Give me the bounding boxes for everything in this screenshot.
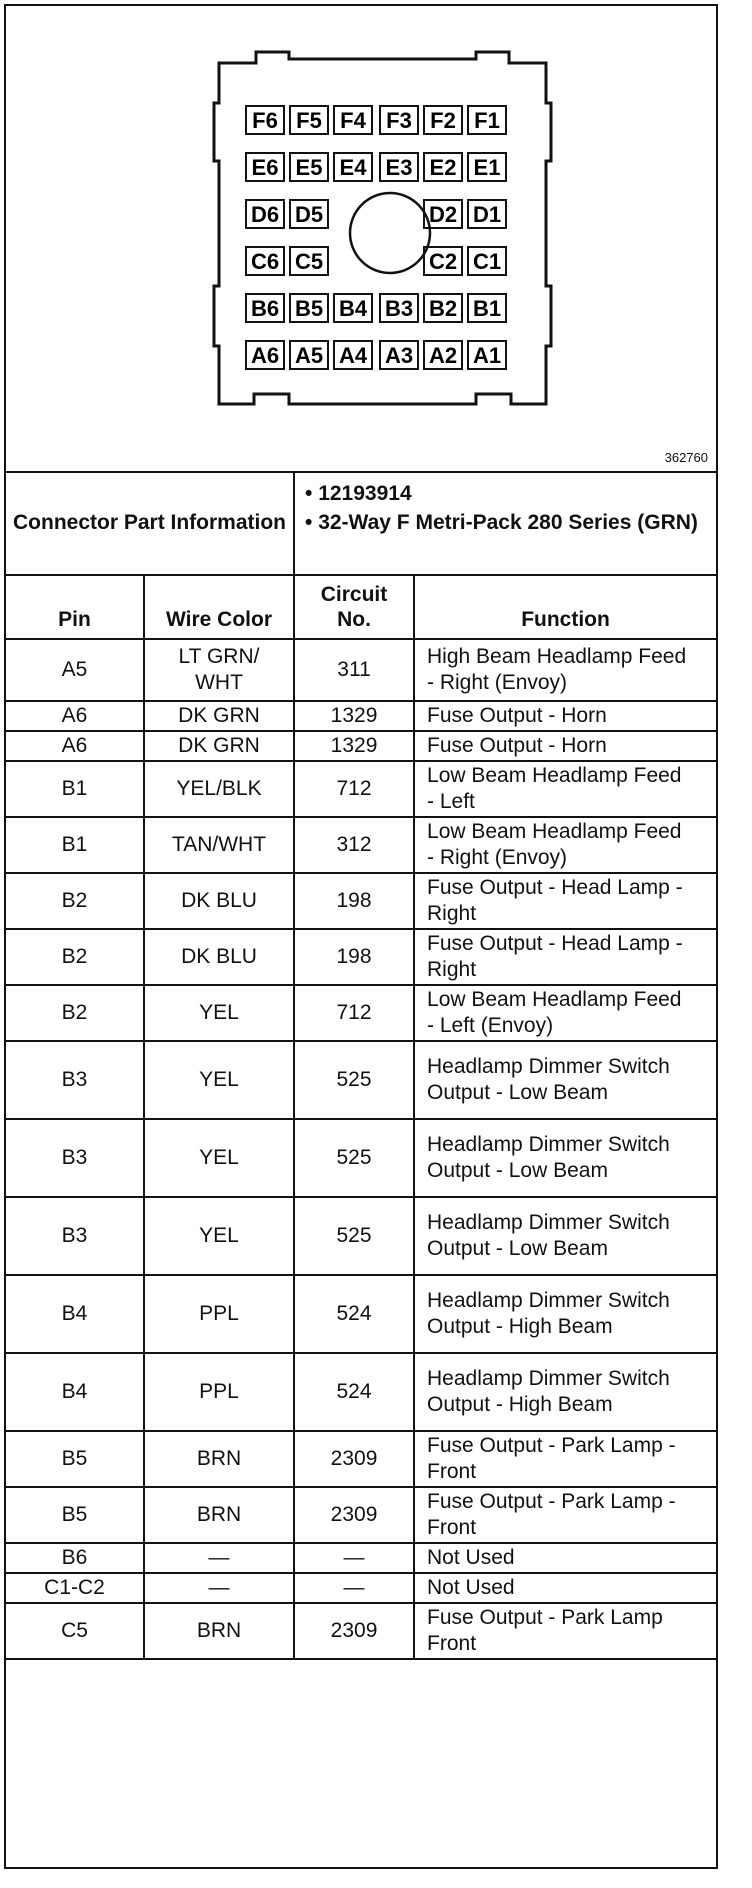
pin-label-b3: B3	[384, 296, 414, 321]
header-wire-color: Wire Color	[144, 575, 294, 639]
function-cell: Headlamp Dimmer Switch Output - High Beam	[414, 1353, 716, 1431]
pin-label-a6: A6	[250, 343, 280, 368]
pin-cell: B3	[6, 1119, 144, 1197]
pin-label-f3: F3	[386, 108, 412, 133]
function-cell: Low Beam Headlamp Feed - Right (Envoy)	[414, 817, 716, 873]
wire-color-cell: DK GRN	[144, 731, 294, 761]
connector-center-hole	[350, 193, 430, 273]
pin-label-b1: B1	[472, 296, 502, 321]
function-cell: High Beam Headlamp Feed - Right (Envoy)	[414, 639, 716, 701]
pin-label-a5: A5	[294, 343, 324, 368]
wire-color-cell: DK BLU	[144, 873, 294, 929]
connector-description: 32-Way F Metri-Pack 280 Series (GRN)	[318, 511, 698, 534]
connector-info-values	[294, 471, 716, 575]
part-number-item: • 12193914	[305, 482, 412, 505]
wire-color-cell: BRN	[144, 1603, 294, 1659]
wire-color-cell: PPL	[144, 1275, 294, 1353]
header-circuit-no	[294, 575, 414, 639]
function-cell: Fuse Output - Horn	[414, 731, 716, 761]
wire-color-cell: —	[144, 1573, 294, 1603]
table-row	[6, 639, 716, 701]
wire-color-cell: BRN	[144, 1431, 294, 1487]
pin-cell: B4	[6, 1353, 144, 1431]
table-row	[6, 1603, 716, 1659]
pin-label-c6: C6	[250, 249, 280, 274]
pin-label-e5: E5	[295, 155, 323, 180]
figure-id: 362760	[664, 450, 708, 465]
circuit-cell: 524	[294, 1353, 414, 1431]
table-row	[6, 1041, 716, 1119]
connector-face-diagram	[6, 6, 716, 473]
pin-cell: B3	[6, 1041, 144, 1119]
pin-label-d2: D2	[428, 202, 458, 227]
pin-cell: A6	[6, 701, 144, 731]
function-cell: Fuse Output - Park Lamp Front	[414, 1603, 716, 1659]
wire-color-cell: YEL	[144, 1197, 294, 1275]
circuit-cell: 198	[294, 873, 414, 929]
circuit-cell: 525	[294, 1197, 414, 1275]
pin-label-f5: F5	[296, 108, 322, 133]
header-circuit-label: Circuit No.	[320, 583, 388, 631]
pin-cell: B2	[6, 985, 144, 1041]
function-cell: Fuse Output - Park Lamp - Front	[414, 1487, 716, 1543]
function-cell: Fuse Output - Park Lamp - Front	[414, 1431, 716, 1487]
circuit-cell: 311	[294, 639, 414, 701]
pin-label-d1: D1	[472, 202, 502, 227]
pin-cell: B5	[6, 1487, 144, 1543]
pin-cell: B5	[6, 1431, 144, 1487]
wire-color-cell: PPL	[144, 1353, 294, 1431]
connector-info-row	[6, 471, 716, 575]
pin-label-a4: A4	[338, 343, 368, 368]
wire-color-cell: TAN/WHT	[144, 817, 294, 873]
connector-outline-svg	[6, 6, 716, 471]
circuit-cell: 525	[294, 1041, 414, 1119]
circuit-cell: 2309	[294, 1603, 414, 1659]
pin-label-f1: F1	[474, 108, 500, 133]
header-row	[6, 575, 716, 639]
wire-color-cell: YEL	[144, 1041, 294, 1119]
pin-label-b4: B4	[338, 296, 368, 321]
pin-label-d5: D5	[294, 202, 324, 227]
table-row	[6, 1275, 716, 1353]
pin-label-e1: E1	[473, 155, 501, 180]
pin-label-e3: E3	[385, 155, 413, 180]
circuit-cell: 712	[294, 761, 414, 817]
table-row	[6, 1431, 716, 1487]
function-cell: Fuse Output - Horn	[414, 701, 716, 731]
circuit-cell: 524	[294, 1275, 414, 1353]
pin-cell: B3	[6, 1197, 144, 1275]
pin-cell: B1	[6, 761, 144, 817]
wire-color-cell: BRN	[144, 1487, 294, 1543]
circuit-cell: 2309	[294, 1431, 414, 1487]
pin-cell: B6	[6, 1543, 144, 1573]
circuit-cell: —	[294, 1543, 414, 1573]
pin-label-e2: E2	[429, 155, 457, 180]
circuit-cell: 312	[294, 817, 414, 873]
pin-grid	[246, 106, 506, 369]
header-pin: Pin	[6, 575, 144, 639]
function-cell: Fuse Output - Head Lamp - Right	[414, 873, 716, 929]
header-function: Function	[414, 575, 716, 639]
circuit-cell: 525	[294, 1119, 414, 1197]
pin-cell: B1	[6, 817, 144, 873]
pin-label-a2: A2	[428, 343, 458, 368]
table-row	[6, 1353, 716, 1431]
pin-label-b2: B2	[428, 296, 458, 321]
pin-cell: C5	[6, 1603, 144, 1659]
table-row	[6, 985, 716, 1041]
pin-label-f4: F4	[340, 108, 366, 133]
wire-color-cell: LT GRN/ WHT	[144, 639, 294, 701]
table-row	[6, 1119, 716, 1197]
pinout-table	[6, 471, 716, 1660]
function-cell: Not Used	[414, 1543, 716, 1573]
pin-label-c5: C5	[294, 249, 324, 274]
circuit-cell: —	[294, 1573, 414, 1603]
function-cell: Low Beam Headlamp Feed - Left (Envoy)	[414, 985, 716, 1041]
wire-color-cell: —	[144, 1543, 294, 1573]
pin-cell: C1-C2	[6, 1573, 144, 1603]
function-cell: Headlamp Dimmer Switch Output - Low Beam	[414, 1197, 716, 1275]
pin-cell: B4	[6, 1275, 144, 1353]
table-row	[6, 1573, 716, 1603]
pin-label-a1: A1	[472, 343, 502, 368]
circuit-cell: 2309	[294, 1487, 414, 1543]
table-row	[6, 1197, 716, 1275]
wire-color-cell: YEL	[144, 985, 294, 1041]
pin-label-e4: E4	[339, 155, 367, 180]
pin-label-c2: C2	[428, 249, 458, 274]
circuit-cell: 712	[294, 985, 414, 1041]
table-row	[6, 701, 716, 731]
wire-color-cell: YEL/BLK	[144, 761, 294, 817]
circuit-cell: 1329	[294, 701, 414, 731]
table-row	[6, 761, 716, 817]
pin-label-f6: F6	[252, 108, 278, 133]
wire-color-cell: YEL	[144, 1119, 294, 1197]
circuit-cell: 198	[294, 929, 414, 985]
connector-sheet	[4, 4, 718, 1869]
pin-cell: B2	[6, 929, 144, 985]
connector-info-label: Connector Part Information	[6, 471, 294, 575]
table-row	[6, 731, 716, 761]
pin-label-d6: D6	[250, 202, 280, 227]
part-number: 12193914	[318, 482, 412, 505]
table-row	[6, 929, 716, 985]
pin-label-f2: F2	[430, 108, 456, 133]
function-cell: Not Used	[414, 1573, 716, 1603]
pin-label-a3: A3	[384, 343, 414, 368]
pin-label-b6: B6	[250, 296, 280, 321]
circuit-cell: 1329	[294, 731, 414, 761]
wire-color-cell: DK BLU	[144, 929, 294, 985]
pin-label-c1: C1	[472, 249, 502, 274]
pin-label-b5: B5	[294, 296, 324, 321]
table-row	[6, 1543, 716, 1573]
function-cell: Headlamp Dimmer Switch Output - Low Beam	[414, 1041, 716, 1119]
pin-cell: B2	[6, 873, 144, 929]
table-row	[6, 873, 716, 929]
function-cell: Headlamp Dimmer Switch Output - High Beam	[414, 1275, 716, 1353]
function-cell: Fuse Output - Head Lamp - Right	[414, 929, 716, 985]
wire-color-cell: DK GRN	[144, 701, 294, 731]
table-row	[6, 1487, 716, 1543]
function-cell: Low Beam Headlamp Feed - Left	[414, 761, 716, 817]
pin-cell: A5	[6, 639, 144, 701]
connector-description-item: • 32-Way F Metri-Pack 280 Series (GRN)	[305, 511, 698, 534]
function-cell: Headlamp Dimmer Switch Output - Low Beam	[414, 1119, 716, 1197]
pin-label-e6: E6	[251, 155, 279, 180]
pin-cell: A6	[6, 731, 144, 761]
table-row	[6, 817, 716, 873]
